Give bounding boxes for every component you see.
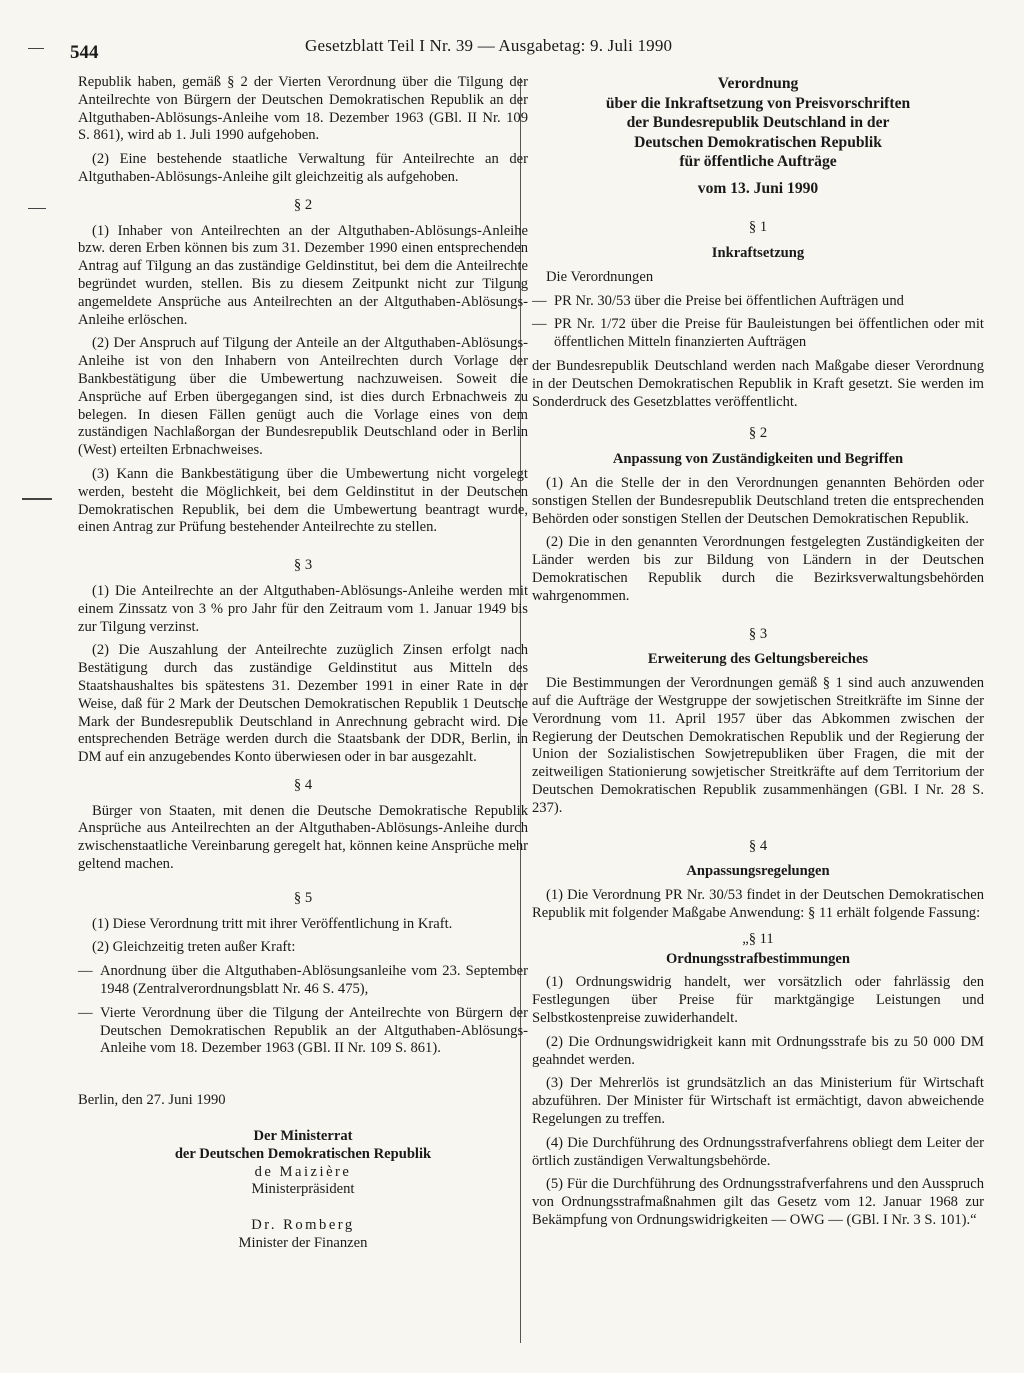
paragraph: (2) Gleichzeitig treten außer Kraft: <box>92 939 296 956</box>
title-line: der Bundesrepublik Deutschland in der <box>626 114 890 131</box>
list-item <box>532 293 984 311</box>
list-item <box>78 1005 528 1058</box>
section-heading: § 1 <box>748 219 768 236</box>
section-heading: „§ 11 <box>742 930 774 947</box>
date-line: Berlin, den 27. Juni 1990 <box>78 1092 226 1109</box>
dash-marker: — <box>532 316 547 333</box>
paragraph: (2) Die Auszahlung der Anteilrechte zuzüglich Zinsen erfolgt nach Bestätigung durch das zuständige Geldinstitut aus Mitteln des Staatshaushaltes bis spätestens 31. Dezember 1991 in einer Rate in der Weise, daß für 2 Mark der Deutschen Demokratischen Republik 1 Deutsche Mark der Bundesrepublik Deutschland in Anrechnung gebracht wird. Die entsprechenden Beträge werden durch die Staatsbank der DDR, Berlin, in DM auf ein anzugebendes Konto überwiesen oder in bar ausgezahlt. <box>78 642 528 766</box>
paragraph: Die Bestimmungen der Verordnungen gemäß § 1 sind auch anzuwenden auf die Aufträge der Westgruppe der sowjetischen Streitkräfte im Sinne der Verordnung vom 11. April 1957 über das Abkommen zwischen der Regierung der Deutschen Demokratischen Republik und der Regierung der Union der Sozialistischen Sowjetrepubliken über Fragen, die mit der zeitweiligen Stationierung sowjetischer Streitkräfte auf dem Territorium der Deutschen Demokratischen Republik zusammenhängen (GBl. I Nr. 28 S. 237). <box>532 675 984 816</box>
running-title: Gesetzblatt Teil I Nr. 39 — Ausgabetag: 9. Juli 1990 <box>305 36 673 55</box>
section-title: Erweiterung des Geltungsbereiches <box>647 651 869 668</box>
document-date: vom 13. Juni 1990 <box>697 179 819 197</box>
paragraph: (1) Die Anteilrechte an der Altguthaben-Ablösungs-Anleihe werden mit einem Zinssatz von 3 % pro Jahr für den Zeitraum vom 1. Januar 1949 bis zur Tilgung verzinst. <box>78 582 528 635</box>
section-heading: § 5 <box>293 889 313 906</box>
paragraph: (3) Kann die Bankbestätigung über die Umbewertung nicht vorgelegt werden, besteht die Möglichkeit, bei dem Geldinstitut in der Deutschen Demokratischen Republik, bei dem die Umbewertung beantragt wurde, einen Antrag zur Prüfung bestehender Anteilrechte zu stellen. <box>78 465 528 536</box>
document-title <box>532 74 984 172</box>
margin-mark <box>22 498 52 500</box>
section-heading: § 3 <box>748 625 768 642</box>
margin-mark <box>28 48 44 49</box>
section-title: Inkraftsetzung <box>711 245 805 262</box>
list-item-text: PR Nr. 30/53 über die Preise bei öffentlichen Aufträgen und <box>554 292 904 309</box>
title-line: Deutschen Demokratischen Republik <box>634 133 882 151</box>
section-heading: § 4 <box>293 776 313 793</box>
paragraph: der Bundesrepublik Deutschland werden nach Maßgabe dieser Verordnung in der Deutschen Demokratischen Republik in Kraft gesetzt. Sie werden im Sonderdruck des Gesetzblattes veröffentlicht. <box>532 358 984 410</box>
signatory-name: de Maizière <box>254 1163 352 1180</box>
section-title: Ordnungsstrafbestimmungen <box>665 950 851 967</box>
paragraph: (2) Die Ordnungswidrigkeit kann mit Ordnungsstrafe bis zu 50 000 DM geahndet werden. <box>532 1033 984 1068</box>
title-line: Verordnung <box>717 75 799 92</box>
margin-mark <box>28 208 46 209</box>
list-item-text: PR Nr. 1/72 über die Preise für Bauleistungen bei öffentlichen oder mit öffentlichen Mitteln finanzierten Aufträgen <box>554 316 984 351</box>
paragraph: (3) Der Mehrerlös ist grundsätzlich an das Ministerium für Wirtschaft abzuführen. Der Minister für Wirtschaft ist ermächtigt, davon abweichende Regelungen zu treffen. <box>532 1075 984 1127</box>
section-title: Anpassung von Zuständigkeiten und Begriffen <box>612 451 904 468</box>
section-heading: § 4 <box>748 837 768 854</box>
dash-marker: — <box>532 292 547 309</box>
paragraph: Republik haben, gemäß § 2 der Vierten Verordnung über die Tilgung der Anteilrechte von Bürgern der Deutschen Demokratischen Republik an der Altguthaben-Ablösungs-Anleihe vom 18. Dezember 1963 (GBl. II Nr. 109 S. 861), wird ab 1. Juli 1990 aufgehoben. <box>78 74 528 144</box>
paragraph: (5) Für die Durchführung des Ordnungsstrafverfahrens und den Ausspruch von Ordnungsstrafmaßnahmen gilt das Gesetz vom 12. Januar 1968 zur Bekämpfung von Ordnungswidrigkeiten — OWG — (GBl. I Nr. 3 S. 101).“ <box>532 1176 984 1228</box>
list-item <box>78 963 528 999</box>
list-item <box>532 316 984 352</box>
paragraph: (1) An die Stelle der in den Verordnungen genannten Behörden oder sonstigen Stellen der Bundesrepublik Deutschland treten die entsprechenden Behörden oder sonstigen Stellen der Deutschen Demokratischen Republik. <box>532 475 984 527</box>
dash-marker: — <box>78 1004 93 1021</box>
paragraph: (1) Die Verordnung PR Nr. 30/53 findet in der Deutschen Demokratischen Republik mit folgender Maßgabe Anwendung: § 11 erhält folgende Fassung: <box>532 887 984 921</box>
paragraph: Die Verordnungen <box>546 268 654 285</box>
list-item-text: Vierte Verordnung über die Tilgung der Anteilrechte von Bürgern der Deutschen Demokratischen Republik an der Altguthaben-Ablösungs-Anleihe vom 18. Dezember 1963 (GBl. II Nr. 109 S. 861). <box>100 1004 528 1057</box>
signatory-role: Ministerpräsident <box>251 1181 355 1198</box>
left-column <box>78 74 528 1253</box>
list-item-text: Anordnung über die Altguthaben-Ablösungsanleihe vom 23. September 1948 (Zentralverordnungsblatt Nr. 46 S. 475), <box>100 963 528 998</box>
paragraph: (2) Der Anspruch auf Tilgung der Anteile an der Altguthaben-Ablösungs-Anleihe ist von den Inhabern von Anteilrechten durch Vorlage der Bankbestätigung über die Umbewertung nachzuweisen. Soweit die Ansprüche auf Erben übergegangen sind, ist dies durch Erbnachweis zu belegen. In diesen Fällen genügt auch die Vorlage eines von dem zuständigen Nachlaßorgan der Bundesrepublik Deutschland oder in Berlin (West) erteilten Erbnachweises. <box>78 335 528 459</box>
paragraph: (1) Inhaber von Anteilrechten an der Altguthaben-Ablösungs-Anleihe bzw. deren Erben können bis zum 31. Dezember 1990 einen entsprechenden Antrag auf Tilgung an das zuständige Geldinstitut, bei dem die Anteilrechte begründet wurden, stellen. Bis zu diesem Zeitpunkt nicht zur Tilgung angemeldete Ansprüche aus Anteilrechten an der Altguthaben-Ablösungs-Anleihe erlöschen. <box>78 222 528 328</box>
paragraph: (2) Eine bestehende staatliche Verwaltung für Anteilrechte an der Altguthaben-Ablösungs-Anleihe gilt gleichzeitig als aufgehoben. <box>78 151 528 185</box>
title-line: über die Inkraftsetzung von Preisvorschriften <box>605 94 911 112</box>
page-number: 544 <box>70 42 99 63</box>
signatory-role: Minister der Finanzen <box>238 1235 368 1252</box>
section-heading: § 2 <box>293 196 313 213</box>
dash-marker: — <box>78 963 93 980</box>
signatory-name: Dr. Romberg <box>251 1217 355 1234</box>
right-column <box>532 74 984 1236</box>
paragraph: (2) Die in den genannten Verordnungen festgelegten Zuständigkeiten der Länder werden bis zur Bildung von Ländern in der Deutschen Demokratischen Republik durch die Bezirksverwaltungsbehörden wahrgenommen. <box>532 534 984 604</box>
signature-organization: Der Ministerrat <box>253 1128 353 1145</box>
section-heading: § 2 <box>748 425 768 442</box>
paragraph: (1) Ordnungswidrig handelt, wer vorsätzlich oder fahrlässig den Festlegungen über Preise für marktgängige Leistungen und Selbstkostenpreise zuwiderhandelt. <box>532 974 984 1026</box>
paragraph: (1) Diese Verordnung tritt mit ihrer Veröffentlichung in Kraft. <box>92 915 453 932</box>
title-line: für öffentliche Aufträge <box>679 153 837 170</box>
section-heading: § 3 <box>293 557 313 574</box>
signature-organization: der Deutschen Demokratischen Republik <box>174 1145 432 1162</box>
paragraph: Bürger von Staaten, mit denen die Deutsche Demokratische Republik Ansprüche aus Anteilrechten an der Altguthaben-Ablösungs-Anleihe durch zwischenstaatliche Vereinbarung geregelt hat, können keine Ansprüche mehr geltend machen. <box>78 802 528 873</box>
section-title: Anpassungsregelungen <box>686 863 830 880</box>
paragraph: (4) Die Durchführung des Ordnungsstrafverfahrens obliegt dem Leiter der örtlich zuständigen Verwaltungsbehörde. <box>532 1134 984 1169</box>
